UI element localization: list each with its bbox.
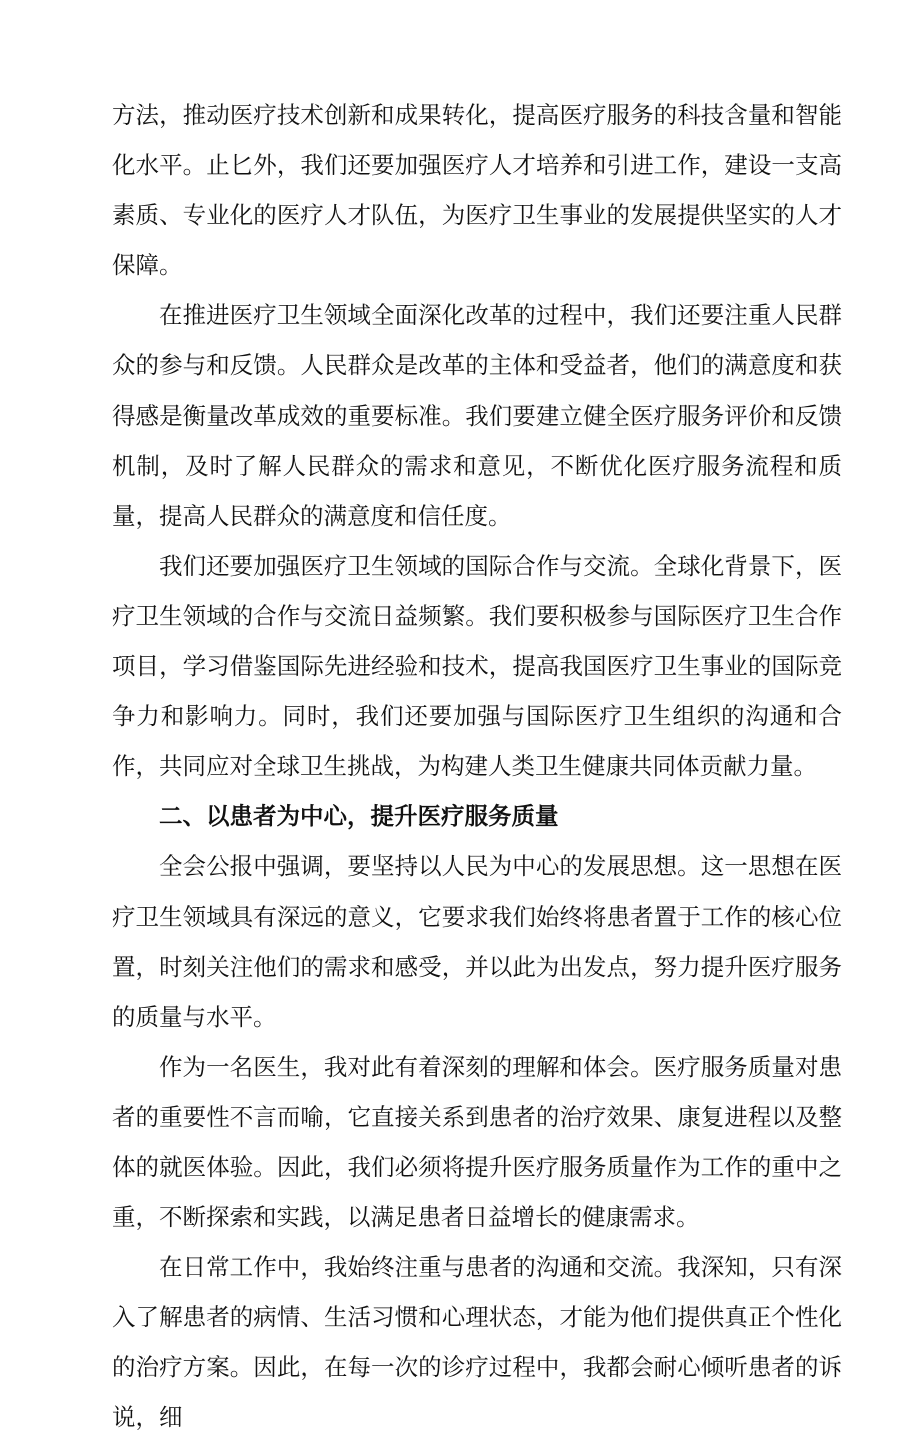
paragraph-continuation: 方法，推动医疗技术创新和成果转化，提高医疗服务的科技含量和智能化水平。止匕外，我们还要加强医疗人才培养和引进工作，建设一支高素质、专业化的医疗人才队伍，为医疗卫生事业的发展提供坚实的人才保障。 <box>112 101 842 280</box>
section-heading: 二、以患者为中心，提升医疗服务质量 <box>159 802 559 831</box>
paragraph-international-cooperation: 我们还要加强医疗卫生领域的国际合作与交流。全球化背景下，医疗卫生领域的合作与交流日益频繁。我们要积极参与国际医疗卫生合作项目，学习借鉴国际先进经验和技术，提高我国医疗卫生事业的国际竞争力和影响力。同时，我们还要加强与国际医疗卫生组织的沟通和合作，共同应对全球卫生挑战，为构建人类卫生健康共同体贡献力量。 <box>112 551 842 781</box>
paragraph-daily-communication: 在日常工作中，我始终注重与患者的沟通和交流。我深知，只有深入了解患者的病情、生活习惯和心理状态，才能为他们提供真正个性化的治疗方案。因此，在每一次的诊疗过程中，我都会耐心倾听患者的诉说，细 <box>112 1253 842 1432</box>
document-body <box>112 90 842 1443</box>
paragraph-people-centered: 全会公报中强调，要坚持以人民为中心的发展思想。这一思想在医疗卫生领域具有深远的意义，它要求我们始终将患者置于工作的核心位置，时刻关注他们的需求和感受，并以此为出发点，努力提升医疗服务的质量与水平。 <box>112 852 842 1031</box>
paragraph-reform-feedback: 在推进医疗卫生领域全面深化改革的过程中，我们还要注重人民群众的参与和反馈。人民群众是改革的主体和受益者，他们的满意度和获得感是衡量改革成效的重要标准。我们要建立健全医疗服务评价和反馈机制，及时了解人民群众的需求和意见，不断优化医疗服务流程和质量，提高人民群众的满意度和信任度。 <box>112 301 842 530</box>
paragraph-doctor-experience: 作为一名医生，我对此有着深刻的理解和体会。医疗服务质量对患者的重要性不言而喻，它直接关系到患者的治疗效果、康复进程以及整体的就医体验。因此，我们必须将提升医疗服务质量作为工作的重中之重，不断探索和实践，以满足患者日益增长的健康需求。 <box>112 1052 842 1232</box>
